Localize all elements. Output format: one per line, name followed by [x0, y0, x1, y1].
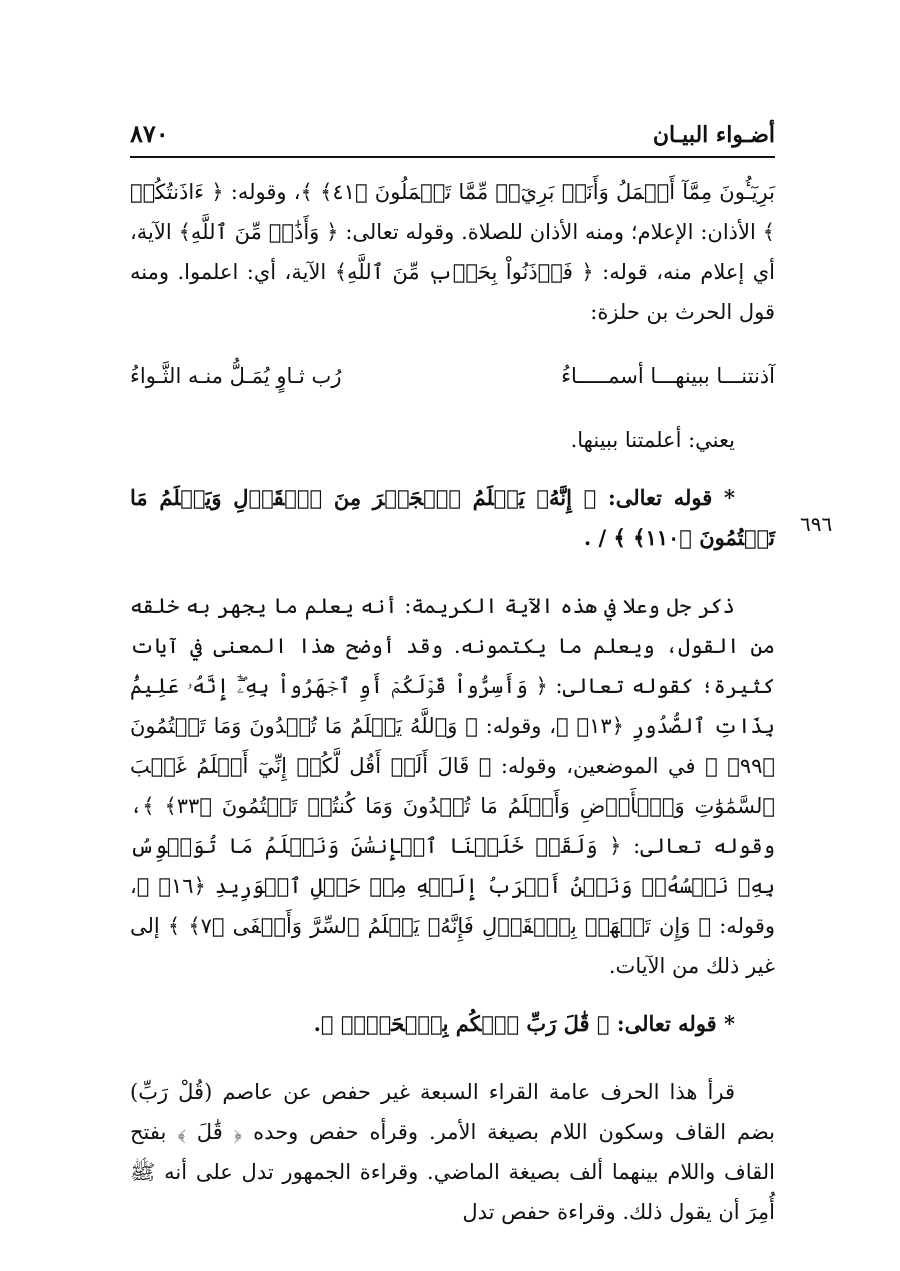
verse-second-hemistich: رُب ثـاوٍ يُمَـلُّ منـه الثَّـواءُ — [130, 364, 342, 388]
paragraph-readings: قرأ هذا الحرف عامة القراء السبعة غير حفص عن عاصم (قُلْ رَبِّ) بضم القاف وسكون اللام بصيغة الأمر. وقرأه حفص وحده ﴿ قَٰلَ ﴾ بفتح القاف واللام بينهما ألف بصيغة الماضي. وقراءة الجمهور تدل على أنه ﷺ أُمِرَ أن يقول ذلك. وقراءة حفص تدل — [130, 1080, 775, 1224]
margin-page-number: ٦٩٦ — [800, 512, 833, 536]
page-header — [130, 108, 775, 158]
running-title: أضـواء البيـان — [652, 122, 775, 148]
poetry-verse — [130, 356, 775, 396]
paragraph-verse-heading-1: * قوله تعالى: ﴿ إِنَّهُۥ يَعۡلَمُ ٱلۡجَهۡرَ مِنَ ٱلۡقَوۡلِ وَيَعۡلَمُ مَا تَكۡتُمُونَ ﴿١١٠﴾ ﴾ / . — [130, 485, 775, 550]
paragraph-explanation: ذكر جل وعلا في هذه الآية الكريمة: أنه يعلم ما يجهر به خلقه من القول، ويعلم ما يكتمونه. وقد أوضح هذا المعنى في آيات كثيرة؛ كقوله تعالى: ﴿ وَأَسِرُّواْ قَوۡلَكُمۡ أَوِ ٱجۡهَرُواْ بِهِۦٓۖ إِنَّهُۥ عَلِيمُۢ بِذَاتِ ٱلصُّدُورِ ﴿١٣﴾ ﴾، وقوله: ﴿ وَٱللَّهُ يَعۡلَمُ مَا تُبۡدُونَ وَمَا تَكۡتُمُونَ ﴿٩٩﴾ ﴾ في الموضعين، وقوله: ﴿ قَالَ أَلَمۡ أَقُل لَّكُمۡ إِنِّيٓ أَعۡلَمُ غَيۡبَ ٱلسَّمَٰوَٰتِ وَٱلۡأَرۡضِ وَأَعۡلَمُ مَا تُبۡدُونَ وَمَا كُنتُمۡ تَكۡتُمُونَ ﴿٣٣﴾ ﴾، وقوله تعالى: ﴿ وَلَقَدۡ خَلَقۡنَا ٱلۡإِنسَٰنَ وَنَعۡلَمُ مَا تُوَسۡوِسُ بِهِۦ نَفۡسُهُۥۖ وَنَحۡنُ أَقۡرَبُ إِلَيۡهِ مِنۡ حَبۡلِ ٱلۡوَرِيدِ ﴿١٦﴾ ﴾، وقوله: ﴿ وَإِن تَجۡهَرۡ بِٱلۡقَوۡلِ فَإِنَّهُۥ يَعۡلَمُ ٱلسِّرَّ وَأَخۡفَى ﴿٧﴾ ﴾ إلى غير ذلك من الآيات. — [130, 594, 775, 978]
page-number: ٨٧٠ — [130, 119, 169, 148]
page-body — [130, 172, 775, 1232]
verse-first-hemistich: آذنتنـــا ببينهـــا أسمـــــاءُ — [561, 364, 775, 388]
paragraph-verse-heading-2: * قوله تعالى: ﴿ قَٰلَ رَبِّ ٱحۡكُم بِٱلۡحَقِّۗ ﴾. — [313, 1011, 735, 1036]
page — [130, 108, 775, 1232]
paragraph-intro: بَرِيٓـُٔونَ مِمَّآ أَعۡمَلُ وَأَنَا۠ بَرِيٓءٞ مِّمَّا تَعۡمَلُونَ ﴿٤١﴾ ﴾، وقوله: ﴿ ءَاذَنتُكُمۡ ﴾ الأذان: الإعلام؛ ومنه الأذان للصلاة. وقوله تعالى: ﴿ وَأَذَٰنٞ مِّنَ ٱللَّهِ﴾ الآية، أي إعلام منه، قوله: ﴿ فَأۡذَنُواْ بِحَرۡبٖ مِّنَ ٱللَّهِ﴾ الآية، أي: اعلموا. ومنه قول الحرث بن حلزة: — [130, 180, 775, 324]
paragraph-meaning: يعني: أعلمتنا ببينها. — [570, 428, 735, 452]
